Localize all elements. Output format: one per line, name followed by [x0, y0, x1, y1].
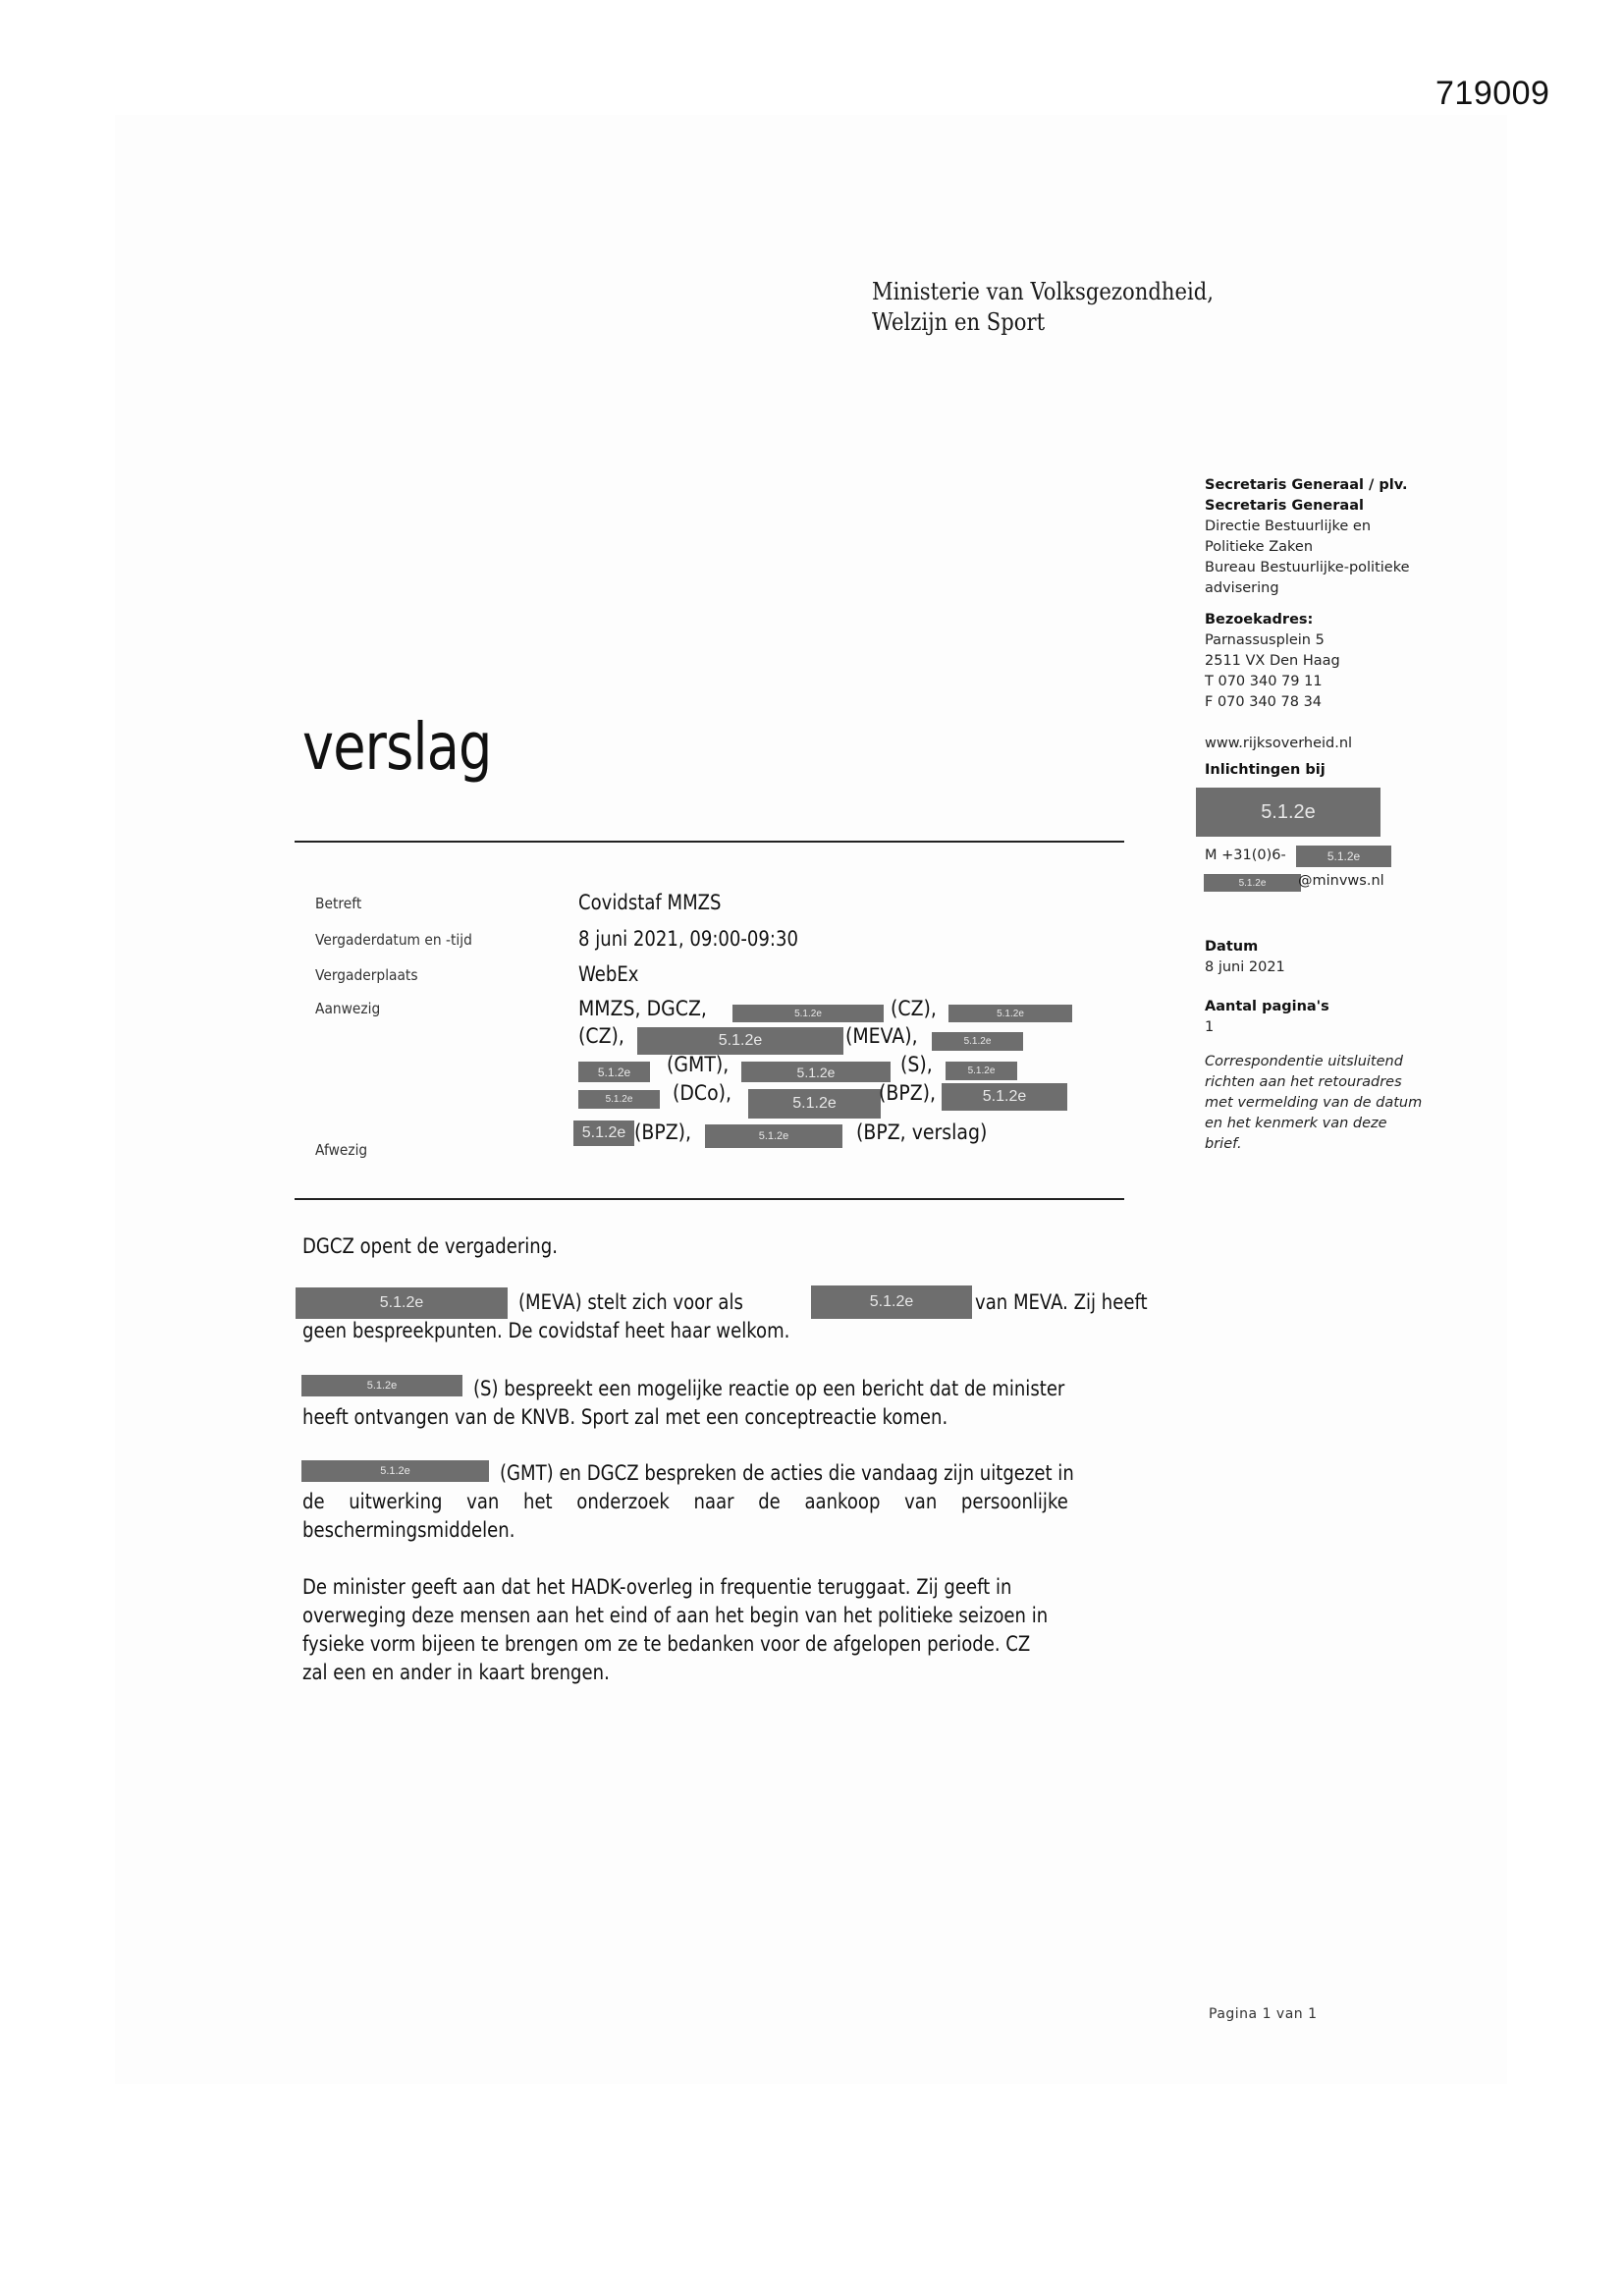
- sidebar-city: 2511 VX Den Haag: [1205, 653, 1340, 669]
- meta-value-betreft: Covidstaf MMZS: [578, 891, 722, 914]
- redaction-code: 5.1.2e: [794, 1008, 822, 1019]
- paragraph-hadk-line: De minister geeft aan dat het HADK-overleg in frequentie teruggaat. Zij geeft in: [302, 1575, 1012, 1599]
- sidebar-org-line: Bureau Bestuurlijke-politieke: [1205, 560, 1410, 575]
- sidebar-fax: F 070 340 78 34: [1205, 694, 1323, 710]
- redaction-code: 5.1.2e: [796, 1064, 836, 1080]
- redaction-code: 5.1.2e: [1238, 877, 1267, 889]
- redaction-code: 5.1.2e: [963, 1036, 992, 1047]
- redaction-code: 5.1.2e: [792, 1095, 837, 1112]
- redaction-box: [578, 1062, 650, 1082]
- redaction-box: [811, 1285, 972, 1319]
- sidebar-note: Correspondentie uitsluitend: [1205, 1054, 1403, 1069]
- sidebar-date-label: Datum: [1205, 939, 1259, 955]
- redaction-code: 5.1.2e: [997, 1008, 1024, 1019]
- sidebar-org-line: Politieke Zaken: [1205, 539, 1314, 555]
- redaction-box: [1296, 846, 1391, 867]
- paragraph-sport-line: heeft ontvangen van de KNVB. Sport zal met een conceptreactie komen.: [302, 1405, 948, 1429]
- document-type-title: verslag: [302, 709, 492, 785]
- sidebar-note: richten aan het retouradres: [1205, 1074, 1402, 1090]
- paragraph-meva-line: geen bespreekpunten. De covidstaf heet haar welkom.: [302, 1319, 790, 1342]
- redaction-code: 5.1.2e: [581, 1124, 626, 1141]
- ministry-logo-text: [872, 277, 1214, 338]
- redaction-code: 5.1.2e: [597, 1065, 631, 1079]
- sidebar-street: Parnassusplein 5: [1205, 632, 1325, 648]
- paragraph-meva-line: (MEVA) stelt zich voor als: [518, 1290, 743, 1314]
- sidebar-note: met vermelding van de datum: [1205, 1095, 1423, 1111]
- meta-label-aanwezig: Aanwezig: [315, 1000, 381, 1017]
- document-id: 719009: [1435, 75, 1550, 112]
- redaction-box: [741, 1062, 891, 1082]
- redaction-code: 5.1.2e: [869, 1293, 914, 1310]
- sidebar-date-value: 8 juni 2021: [1205, 959, 1285, 975]
- sidebar-email: @minvws.nl: [1298, 873, 1384, 889]
- redaction-box: [573, 1121, 634, 1146]
- sidebar-pages-label: Aantal pagina's: [1205, 999, 1329, 1014]
- redaction-code: 5.1.2e: [380, 1465, 410, 1477]
- header-divider: [295, 841, 1124, 843]
- redaction-box: [748, 1089, 881, 1119]
- redaction-box: [705, 1124, 842, 1148]
- paragraph-hadk-line: fysieke vorm bijeen te brengen om ze te bedanken voor de afgelopen periode. CZ: [302, 1632, 1031, 1656]
- attendees-list: [578, 995, 1128, 1152]
- redaction-box: [942, 1083, 1067, 1111]
- redaction-box: [948, 1005, 1072, 1022]
- redaction-code: 5.1.2e: [379, 1294, 424, 1311]
- paragraph-opening: DGCZ opent de vergadering.: [302, 1234, 558, 1258]
- meta-label-afwezig: Afwezig: [315, 1141, 368, 1159]
- attendees-text: (MEVA),: [845, 1024, 918, 1048]
- attendees-text: (DCo),: [673, 1081, 732, 1105]
- redaction-code: 5.1.2e: [758, 1130, 789, 1142]
- redaction-box: [946, 1062, 1017, 1080]
- sidebar-org-title: Secretaris Generaal: [1205, 498, 1364, 514]
- meta-divider: [295, 1198, 1124, 1200]
- redaction-box: [301, 1460, 489, 1482]
- redaction-box: [932, 1032, 1023, 1051]
- redaction-box: [578, 1090, 660, 1109]
- redaction-code: 5.1.2e: [605, 1094, 633, 1105]
- ministry-line-1: Ministerie van Volksgezondheid,: [872, 278, 1214, 305]
- paragraph-hadk-line: overweging deze mensen aan het eind of aan het begin van het politieke seizoen in: [302, 1604, 1049, 1627]
- redaction-code: 5.1.2e: [1261, 800, 1316, 823]
- redaction-code: 5.1.2e: [718, 1032, 763, 1049]
- attendees-text: (BPZ),: [879, 1081, 937, 1105]
- paragraph-gmt-line: (GMT) en DGCZ bespreken de acties die vandaag zijn uitgezet in: [500, 1461, 1074, 1485]
- redaction-box: [296, 1287, 508, 1319]
- redaction-code: 5.1.2e: [1326, 848, 1361, 863]
- attendees-text: (CZ),: [891, 997, 937, 1020]
- sidebar-visit-label: Bezoekadres:: [1205, 612, 1314, 628]
- attendees-text: (BPZ, verslag): [856, 1121, 988, 1144]
- sidebar-org-line: advisering: [1205, 580, 1279, 596]
- attendees-text: (BPZ),: [634, 1121, 692, 1144]
- redaction-code: 5.1.2e: [982, 1088, 1027, 1105]
- paragraph-gmt-line: beschermingsmiddelen.: [302, 1518, 515, 1542]
- sidebar-website[interactable]: www.rijksoverheid.nl: [1205, 736, 1353, 751]
- paragraph-gmt-line: de uitwerking van het onderzoek naar de aankoop van persoonlijke: [302, 1490, 1068, 1513]
- ministry-line-2: Welzijn en Sport: [872, 308, 1046, 336]
- meta-value-datum-tijd: 8 juni 2021, 09:00-09:30: [578, 927, 798, 951]
- attendees-text: (CZ),: [578, 1024, 624, 1048]
- sidebar-contact-label: Inlichtingen bij: [1205, 762, 1326, 778]
- meta-label-betreft: Betreft: [315, 895, 362, 912]
- attendees-text: MMZS, DGCZ,: [578, 997, 707, 1020]
- meta-value-plaats: WebEx: [578, 962, 639, 986]
- sidebar-org-line: Directie Bestuurlijke en: [1205, 519, 1372, 534]
- attendees-text: (GMT),: [667, 1053, 730, 1076]
- redaction-code: 5.1.2e: [967, 1066, 996, 1076]
- sidebar-pages-value: 1: [1205, 1019, 1215, 1035]
- meta-label-datum-tijd: Vergaderdatum en -tijd: [315, 931, 472, 949]
- redaction-box: [301, 1375, 462, 1396]
- redaction-box: [1196, 788, 1380, 837]
- paragraph-hadk-line: zal een en ander in kaart brengen.: [302, 1661, 610, 1684]
- redaction-box: [732, 1005, 884, 1022]
- sidebar-mobile: M +31(0)6-: [1205, 847, 1286, 863]
- sidebar-phone: T 070 340 79 11: [1205, 674, 1323, 689]
- sidebar-org-title: Secretaris Generaal / plv.: [1205, 477, 1408, 493]
- redaction-code: 5.1.2e: [366, 1380, 398, 1392]
- paragraph-meva-line: van MEVA. Zij heeft: [975, 1290, 1148, 1314]
- paragraph-sport-line: (S) bespreekt een mogelijke reactie op een bericht dat de minister: [473, 1377, 1065, 1400]
- attendees-text: (S),: [900, 1053, 933, 1076]
- page-number: Pagina 1 van 1: [1209, 2006, 1318, 2022]
- meta-label-plaats: Vergaderplaats: [315, 966, 418, 984]
- sidebar-note: en het kenmerk van deze: [1205, 1116, 1387, 1131]
- sidebar-note: brief.: [1205, 1136, 1242, 1152]
- redaction-box: [1204, 874, 1301, 892]
